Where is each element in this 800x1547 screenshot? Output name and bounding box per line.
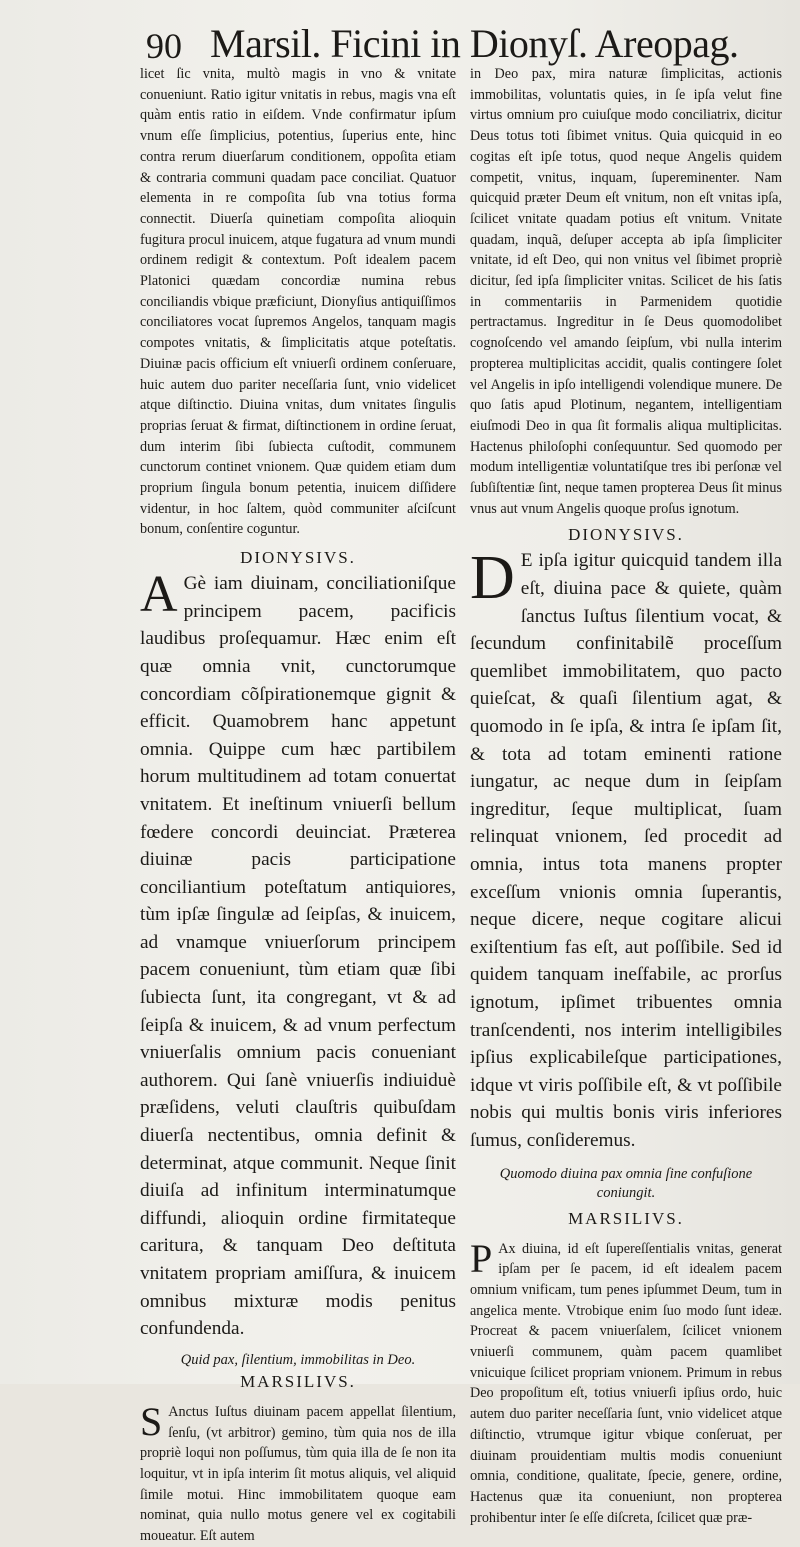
page-number: 90 xyxy=(146,26,182,66)
commentary-continued-left: licet ſic vnita, multò magis in vno & vnitate conueniunt. Ratio igitur vnitatis in rebus, magis vna eſt quàm entis ratio in eiſdem. Vnde confirmatur ipſum vnum eſſe ſimplicius, potentius, ſuperius ente, hinc contra rerum diuerſarum conditionem, oppoſita etiam & contraria communi quadam pace conciliat. Quatuor elementa in re compoſita ſub vna totius forma connectit. Diuerſa quinetiam compoſita alioquin fugitura procul inuicem, atque fugatura ad vnum mundi ordinem redigit & contextum. Poſt idealem pacem Platonici quædam concordiæ numina rebus conciliandis vbique præficiunt, Dionyſius antiquiſſimos conciliatores vocat ſupremos Angelos, tanquam magis compotes vnitatis, & ſimplicitatis atque poteſtatis. Diuinæ pacis officium eſt vniuerſi ordinem conſeruare, huic autem duo pariter neceſſaria ſunt, vnio videlicet atque diſtinctio. Diuina vnitas, dum vnitates ſingulis proprias ſeruat & firmat, diſtinctionem in ordine ſeruat, dum interim ſibi ſubiecta cuſtodit, communem cunctorum continet vnionem. Quæ quidem etiam dum proprium ſingula bonum petentia, inuicem diſſidere videntur, in hoc ſaltem, quòd communiter aſciſcunt bonum, conſentire coguntur. xyxy=(140,66,456,538)
drop-cap: A xyxy=(140,566,178,624)
heading-marsilius: MARSILIVS. xyxy=(240,1371,356,1391)
running-title: Marsil. Ficini in Dionyſ. Areopag. xyxy=(210,21,739,66)
marsilius-commentary xyxy=(470,1235,782,1529)
drop-cap: S xyxy=(140,1398,163,1444)
heading-dionysius: DIONYSIVS. xyxy=(240,548,356,568)
section-subhead: Quid pax, ſilentium, immobilitas in Deo. xyxy=(180,1351,416,1368)
page-header xyxy=(146,10,780,64)
right-column xyxy=(470,64,782,1526)
drop-cap: D xyxy=(470,544,515,613)
marsilius-commentary xyxy=(140,1398,456,1547)
commentary-continued-right: in Deo pax, mira naturæ ſimplicitas, actionis immobilitas, voluntatis quies, in ſe ipſa velut fine virtus omnium pro cuiuſque modo conciliatrix, dicitur Deus totus toti ſibimet vnitus. Quia quicquid in eo cogitas eſt ipſe totus, quod neque Angelis quidem competit, vnitus, inquam, ſupereminenter. Nam quicquid præter Deum eſt vnitum, non eſt vnitas ipſa, ſcilicet vnitate quadam potius eſt vnitum. Vnitate quadam, inquã, deſuper accepta ab ipſa ſimpliciter vnitate, id eſt Deo, qui non vnitus vel ſibimet propriè dicitur, ſed ipſa ſimpliciter vnitas. Scilicet de his ſatis in commentariis in Parmenidem quotidie pertractamus. Ingreditur in ſe Deus quomodolibet cognoſcendo vel amando ſeipſum, vbi nulla interim propterea multiplicitas accidit, qualis contingere ſolet vel Angelis in ipſo intelligendi volendique munere. De quo ſatis apud Plotinum, negantem, intelligentiam eiuſmodi Deo in qua ſit formalis aliqua multiplicitas. Hactenus philoſophi conſequuntur. Sed quomodo per modum intelligentiæ voluntatiſque tres ibi perſonæ vel ſubſiſtentiæ ſint, neque tamen propterea Deus ſit minus vnus aut vnum Angelis quoque proſus ignotum. xyxy=(470,66,782,517)
dionysius-text xyxy=(470,544,782,1154)
dionysius-text-body: E ipſa igitur quicquid tandem illa eſt, diuina pace & quiete, quàm ſanctus Iuſtus ſilentium vocat, & ſecundum confinitabilẽ proceſſum quemlibet immobilitatem, quo pacto quieſcat, & quaſi ſilentium agat, & quomodo in ſe ipſa, & intra ſe ipſam ſit, & tota ad totam eminenti ratione iungatur, ac neque dum in ſeipſam ingreditur, ſeque multiplicat, ſuam relinquat vnionem, ſed procedit ad omnia, intus tota manens propter exceſſum vnionis omnia ſuperantis, neque dicere, neque cogitare alicui exiſtentium fas eſt, aut poſſibile. Sed id quidem tanquam ineſfabile, ac prorſus ignotum, ipſimet tribuentes omnia tranſcendenti, nos interim intelligibiles ipſius explicabileſque participationes, idque vt viris poſſibile eſt, & vt poſſibile nobis qui multis bonis viris inferiores ſumus, conſideremus. xyxy=(470,550,782,1151)
dionysius-text xyxy=(140,566,456,1343)
heading-marsilius: MARSILIVS. xyxy=(568,1208,684,1228)
marsilius-commentary-body: Ax diuina, id eſt ſupereſſentialis vnitas, generat ipſam per ſe pacem, id eſt idealem pacem omnium vnificam, tum penes ipſummet Deum, tum in angelica mente. Vtrobique enim ſuo modo ſunt ideæ. Procreat & pacem vniuerſalem, ſcilicet vnionem vniuerſi communem, quàm pacem quamlibet vnicuique ſcilicet propriam vnionem. Primum in rebus Deo propoſitum eſt, totius vniuerſi ipſius ordo, huic autem duo pariter neceſſaria ſunt, vnio videlicet atque diſtinctio, vtrumque igitur vbique conſeruat, per diuinam prouidentiam multis modis conueniunt omnia, conditione, qualitate, ſpecie, genere, ordine, Hactenus quæ ita conueniunt, non propterea prohibentur inter ſe eſſe diſcreta, ſcilicet quæ præ- xyxy=(470,1240,782,1526)
section-subhead: Quomodo diuina pax omnia ſine confuſione coniungit. xyxy=(499,1165,753,1201)
drop-cap: P xyxy=(470,1235,493,1281)
dionysius-text-body: Gè iam diuinam, conciliationiſque principem pacem, pacificis laudibus proſequamur. Hæc enim eſt quæ omnia vnit, cunctorumque concordiam cõſpirationemque gignit & efficit. Quamobrem hanc appetunt omnia. Quippe cum hæc partibilem horum multitudinem ad totam conuertat vnitatem. Et ineſtinum vniuerſi bellum fœdere concordi deuinciat. Præterea diuinæ pacis participatione conciliantium poteſtatum antiquiores, tùm ipſæ ſingulæ ad ſeipſas, & inuicem, ad vnamque vniuerſorum principem pacem conueniunt, tùm etiam quæ ſibi ſubiecta ſunt, ita congregant, vt & ad ſeipſa & inuicem, & ad vnum perfectum vniuerſalis omnium pacis conueniant authorem. Qui ſanè vniuerſis indiuiduè præſidens, veluti clauſtris quibuſdam diuerſa nectentibus, omnia definit & determinat, atque communit. Neque ſinit diuiſa ad infinitum interminatumque diffundi, alioquin ordine firmitateque caritura, & tanquam Deo deſtituta vnitatem propriam amiſſura, & inuicem omnibus mixturæ modis penitus confundenda. xyxy=(140,573,456,1340)
heading-dionysius: DIONYSIVS. xyxy=(568,525,684,545)
marsilius-commentary-body: Anctus Iuſtus diuinam pacem appellat ſilentium, ſenſu, (vt arbitror) gemino, tùm quia nos de illa propriè loqui non poſſumus, tùm quia illa de ſe non ita loquitur, vt in ipſa interim ſit motus aliquis, vel aliquid ſimile motui. Hinc immobilitatem quoque eam nominat, quia nullo motus genere vel ex cogitabili moueatur. Eſt autem xyxy=(140,1403,456,1545)
left-column xyxy=(140,64,456,1545)
